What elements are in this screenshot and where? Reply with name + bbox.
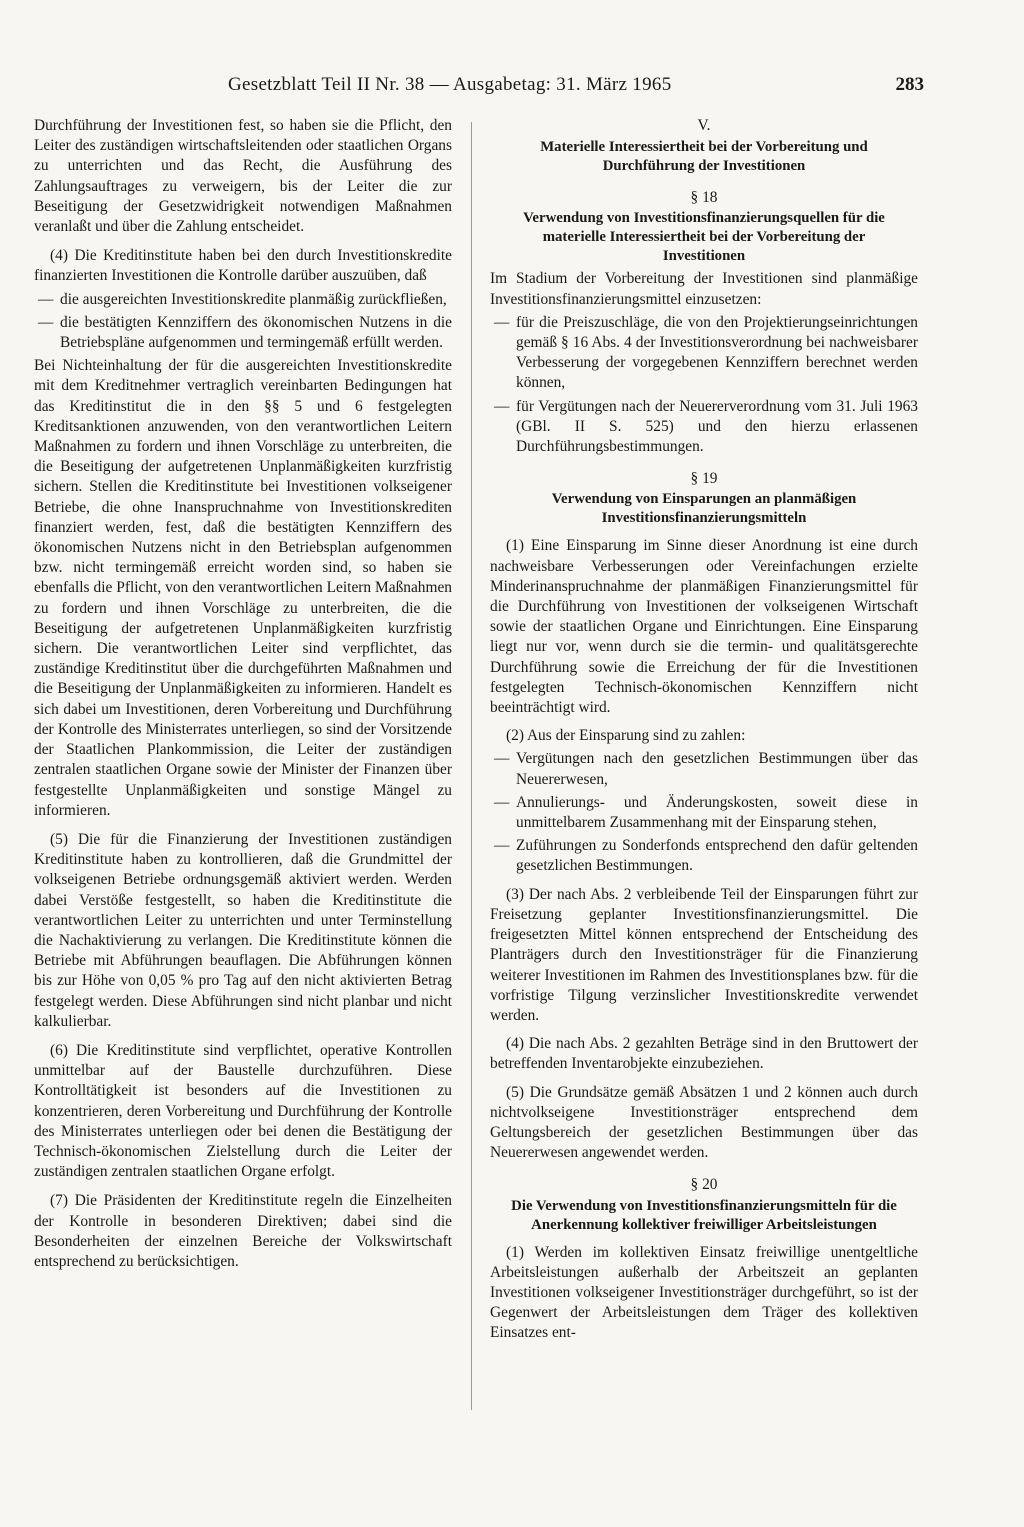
paragraph-4-list [34, 290, 452, 354]
section-18-intro: Im Stadium der Vorbereitung der Investitionen sind planmäßige Investitionsfinanzierungsmittel einzusetzen: [490, 270, 918, 308]
section-18-title: Verwendung von Investitionsfinanzierungsquellen für die materielle Interessiertheit bei der Vorbereitung der Investitionen [523, 210, 885, 265]
paragraph-4-continuation: Bei Nichteinhaltung der für die ausgereichten Investitionskredite mit dem Kreditnehmer vertraglich vereinbarten Bedingungen hat das Kreditinstitut die in den §§ 5 und 6 festgelegten Kreditsanktionen anzuwenden, von den verantwortlichen Leitern Maßnahmen zu fordern und ihnen Vorschläge zu unterbreiten, die die Beseitigung der aufgetretenen Unplanmäßigkeiten kurzfristig sichern. Stellen die Kreditinstitute bei Investitionen volkseigener Betriebe, die ohne Inanspruchnahme von Investitionskrediten finanziert werden, fest, daß die bestätigten Kennziffern des ökonomischen Nutzens nicht in den Betriebsplan aufgenommen bzw. nicht termingemäß erreicht worden sind, so haben sie ebenfalls die Pflicht, von den verantwortlichen Leitern Maßnahmen zu fordern und ihnen Vorschläge zu unterbreiten, die die Beseitigung der aufgetretenen Unplanmäßigkeiten kurzfristig sichern. Die verantwortlichen Leiter sind verpflichtet, das zuständige Kreditinstitut über die durchgeführten Maßnahmen und die Beseitigung der Unplanmäßigkeiten zu informieren. Handelt es sich dabei um Investitionen, deren Vorbereitung und Durchführung der Kontrolle des Ministerrates unterliegen, so sind der Vorsitzende der Staatlichen Plankommission, die Leiter der zuständigen zentralen staatlichen Organe sowie der Minister der Finanzen über festgestellte Unplanmäßigkeiten und sonstige Mängel zu informieren. [34, 357, 452, 819]
page-number: 283 [895, 74, 924, 95]
column-divider [471, 122, 472, 1410]
chapter-numeral: V. [697, 117, 711, 134]
list-item: — Annulierungs- und Änderungskosten, soweit diese in unmittelbarem Zusammenhang mit der Einsparung stehen, [490, 793, 918, 833]
left-column [34, 116, 452, 1272]
section-19-paragraph-3: (3) Der nach Abs. 2 verbleibende Teil der Einsparungen führt zur Freisetzung geplanter Investitionsfinanzierungsmittel. Die freigesetzten Mittel können entsprechend der Entscheidung des Planträgers durch den Investitionsträger für die Finanzierung weiterer Investitionen im Rahmen des Investitionsplanes bzw. für die vorfristige Tilgung verzinslicher Investitionskredite verwendet werden. [490, 885, 918, 1024]
paragraph-5: (5) Die für die Finanzierung der Investitionen zuständigen Kreditinstitute haben zu kontrollieren, daß die Grundmittel der volkseigenen Betriebe ordnungsgemäß aktiviert werden. Werden dabei Verstöße festgestellt, so haben die Kreditinstitute die verantwortlichen Leiter zu unterrichten und unter Terminstellung die Nachaktivierung zu verlangen. Die Kreditinstitute können die Betriebe mit Abführungen beauflagen. Die Abführungen können bis zur Höhe von 0,05 % pro Tag auf den nicht aktivierten Betrag festgelegt werden. Diese Abführungen sind nicht planbar und nicht kalkulierbar. [34, 830, 452, 1030]
section-19-paragraph-5: (5) Die Grundsätze gemäß Absätzen 1 und 2 können auch durch nichtvolkseigene Investitionsträger entsprechend dem Geltungsbereich der gesetzlichen Bestimmungen über das Neuererwesen angewendet werden. [490, 1083, 918, 1162]
section-20-title: Die Verwendung von Investitionsfinanzierungsmitteln für die Anerkennung kollektiver freiwilliger Arbeitsleistungen [511, 1197, 897, 1233]
list-item: — Zuführungen zu Sonderfonds entsprechend den dafür geltenden gesetzlichen Bestimmungen. [490, 836, 918, 876]
right-column [490, 116, 918, 1344]
header-title: Gesetzblatt Teil II Nr. 38 — Ausgabetag: 31. März 1965 [228, 74, 672, 95]
section-19-paragraph-2-intro: (2) Aus der Einsparung sind zu zahlen: [506, 727, 746, 745]
paragraph-4-intro: (4) Die Kreditinstitute haben bei den durch Investitionskredite finanzierten Investitionen die Kontrolle darüber auszuüben, daß [34, 247, 452, 285]
section-19-paragraph-1: (1) Eine Einsparung im Sinne dieser Anordnung ist eine durch nachweisbare Verbesserungen oder Vereinfachungen erzielte Minderinanspruchnahme der planmäßigen Finanzierungsmittel für die Durchführung von Investitionen der volkseigenen Wirtschaft sowie der staatlichen Organe und Einrichtungen. Eine Einsparung liegt nur vor, wenn durch sie die termin- und qualitätsgerechte Durchführung sowie die Erreichung der für die Investitionen festgelegten Technisch-ökonomischen Kennziffern nicht beeinträchtigt wird. [490, 537, 918, 717]
section-19-list [490, 749, 918, 876]
list-item: — für die Preiszuschläge, die von den Projektierungseinrichtungen gemäß § 16 Abs. 4 der Investitionsverordnung bei nachweisbarer Verbesserung der vorgegebenen Kennziffern berechnet werden können, [490, 313, 918, 394]
section-19-number: § 19 [690, 470, 718, 488]
paragraph-continuation: Durchführung der Investitionen fest, so haben sie die Pflicht, den Leiter des zuständigen wirtschaftsleitenden oder staatlichen Organs zu unterrichten und das Recht, die Ausführung des Zahlungsauftrages zu verweigern, bis der Leiter die zur Beseitigung der Gesetzwidrigkeit notwendigen Maßnahmen veranlaßt und über die Zahlung entscheidet. [34, 117, 452, 236]
section-19-paragraph-4: (4) Die nach Abs. 2 gezahlten Beträge sind in den Bruttowert der betreffenden Inventarobjekte einzubeziehen. [490, 1035, 918, 1073]
section-18-list [490, 313, 918, 457]
section-20-paragraph-1: (1) Werden im kollektiven Einsatz freiwillige unentgeltliche Arbeitsleistungen außerhalb der Arbeitszeit an geplanten Investitionen volkseigener Investitionsträger durchgeführt, so ist der Gegenwert der Arbeitsleistungen dem Träger des kollektiven Einsatzes ent- [490, 1243, 918, 1342]
section-20-number: § 20 [690, 1176, 718, 1194]
section-18-number: § 18 [690, 189, 718, 207]
section-19-title: Verwendung von Einsparungen an planmäßigen Investitionsfinanzierungsmitteln [551, 491, 857, 527]
list-item: — Vergütungen nach den gesetzlichen Bestimmungen über das Neuererwesen, [490, 749, 918, 789]
list-item: — die bestätigten Kennziffern des ökonomischen Nutzens in die Betriebspläne aufgenommen und termingemäß erfüllt werden. [34, 313, 452, 353]
list-item: — für Vergütungen nach der Neuererverordnung vom 31. Juli 1963 (GBl. II S. 525) und den hierzu erlassenen Durchführungsbestimmungen. [490, 397, 918, 458]
paragraph-7: (7) Die Präsidenten der Kreditinstitute regeln die Einzelheiten der Kontrolle in besonderen Direktiven; dabei sind die Besonderheiten der einzelnen Bereiche der Volkswirtschaft entsprechend zu berücksichtigen. [34, 1192, 452, 1270]
chapter-title: Materielle Interessiertheit bei der Vorbereitung und Durchführung der Investitionen [540, 139, 868, 175]
paragraph-6: (6) Die Kreditinstitute sind verpflichtet, operative Kontrollen unmittelbar auf der Baustelle durchzuführen. Diese Kontrolltätigkeit ist besonders auf die Investitionen zu konzentrieren, deren Vorbereitung und Durchführung der Kontrolle des Ministerrates unterliegen oder bei denen die Bestätigung der Technisch-ökonomischen Zielstellung durch die Leiter der zuständigen zentralen staatlichen Organe erfolgt. [34, 1041, 452, 1181]
list-item: — die ausgereichten Investitionskredite planmäßig zurückfließen, [34, 290, 452, 310]
page-header [0, 74, 1024, 104]
